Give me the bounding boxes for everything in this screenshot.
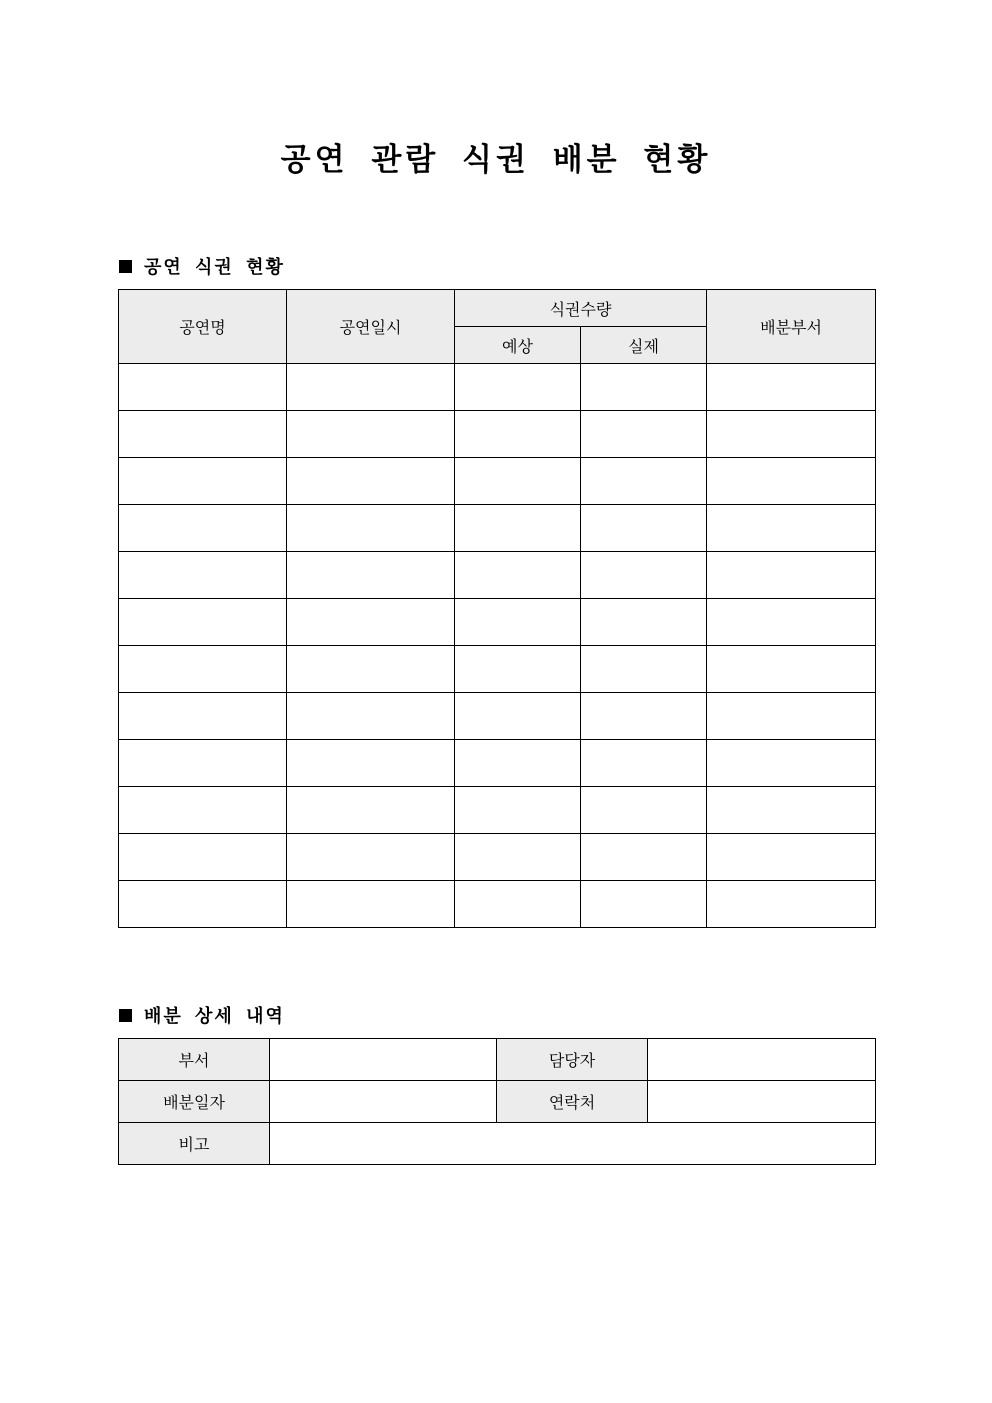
page-title: 공연 관람 식권 배분 현황 [280,142,712,178]
name-cell[interactable] [119,787,287,834]
label-manager: 담당자 [497,1039,648,1081]
expected-cell[interactable] [455,740,581,787]
department-cell[interactable] [707,364,876,411]
label-distribution-date: 배분일자 [119,1081,270,1123]
square-bullet-icon [119,260,132,273]
label-remarks: 비고 [119,1123,270,1165]
name-cell[interactable] [119,834,287,881]
manager-field[interactable] [648,1039,876,1081]
name-cell[interactable] [119,646,287,693]
expected-cell[interactable] [455,552,581,599]
ticket-table-body [119,364,876,928]
datetime-cell[interactable] [287,364,455,411]
department-cell[interactable] [707,552,876,599]
distribution-detail-table [118,1038,876,1165]
department-cell[interactable] [707,693,876,740]
expected-cell[interactable] [455,693,581,740]
department-cell[interactable] [707,740,876,787]
name-cell[interactable] [119,693,287,740]
expected-cell[interactable] [455,505,581,552]
expected-cell[interactable] [455,458,581,505]
section-heading-distribution-details [119,1002,285,1028]
actual-cell[interactable] [581,646,707,693]
actual-cell[interactable] [581,505,707,552]
label-department: 부서 [119,1039,270,1081]
header-distribution-department: 배분부서 [707,290,876,364]
name-cell[interactable] [119,740,287,787]
label-contact: 연락처 [497,1081,648,1123]
table-row [119,646,876,693]
actual-cell[interactable] [581,458,707,505]
header-actual: 실제 [581,327,707,364]
square-bullet-icon [119,1009,132,1022]
expected-cell[interactable] [455,646,581,693]
expected-cell[interactable] [455,834,581,881]
table-row [119,787,876,834]
actual-cell[interactable] [581,411,707,458]
header-expected: 예상 [455,327,581,364]
ticket-status-table [118,289,876,928]
actual-cell[interactable] [581,552,707,599]
remarks-field[interactable] [270,1123,876,1165]
section-heading-text: 배분 상세 내역 [144,1006,285,1027]
actual-cell[interactable] [581,740,707,787]
table-row [119,834,876,881]
datetime-cell[interactable] [287,505,455,552]
datetime-cell[interactable] [287,740,455,787]
table-row [119,552,876,599]
expected-cell[interactable] [455,411,581,458]
table-row [119,505,876,552]
department-cell[interactable] [707,411,876,458]
expected-cell[interactable] [455,881,581,928]
section-heading-ticket-status [119,253,285,279]
expected-cell[interactable] [455,599,581,646]
actual-cell[interactable] [581,881,707,928]
table-row [119,740,876,787]
actual-cell[interactable] [581,787,707,834]
actual-cell[interactable] [581,364,707,411]
actual-cell[interactable] [581,834,707,881]
department-cell[interactable] [707,458,876,505]
department-cell[interactable] [707,599,876,646]
name-cell[interactable] [119,552,287,599]
datetime-cell[interactable] [287,693,455,740]
expected-cell[interactable] [455,364,581,411]
name-cell[interactable] [119,411,287,458]
department-field[interactable] [270,1039,497,1081]
name-cell[interactable] [119,505,287,552]
table-row [119,458,876,505]
department-cell[interactable] [707,505,876,552]
name-cell[interactable] [119,458,287,505]
datetime-cell[interactable] [287,599,455,646]
header-ticket-quantity: 식권수량 [455,290,707,327]
name-cell[interactable] [119,364,287,411]
name-cell[interactable] [119,881,287,928]
section-heading-text: 공연 식권 현황 [144,257,285,278]
actual-cell[interactable] [581,693,707,740]
department-cell[interactable] [707,787,876,834]
table-row [119,693,876,740]
datetime-cell[interactable] [287,411,455,458]
datetime-cell[interactable] [287,787,455,834]
header-performance-name: 공연명 [119,290,287,364]
datetime-cell[interactable] [287,834,455,881]
table-row [119,881,876,928]
table-row [119,599,876,646]
expected-cell[interactable] [455,787,581,834]
distribution-date-field[interactable] [270,1081,497,1123]
table-row [119,364,876,411]
header-performance-datetime: 공연일시 [287,290,455,364]
department-cell[interactable] [707,881,876,928]
contact-field[interactable] [648,1081,876,1123]
actual-cell[interactable] [581,599,707,646]
department-cell[interactable] [707,646,876,693]
name-cell[interactable] [119,599,287,646]
datetime-cell[interactable] [287,881,455,928]
datetime-cell[interactable] [287,458,455,505]
table-row [119,411,876,458]
department-cell[interactable] [707,834,876,881]
datetime-cell[interactable] [287,552,455,599]
datetime-cell[interactable] [287,646,455,693]
